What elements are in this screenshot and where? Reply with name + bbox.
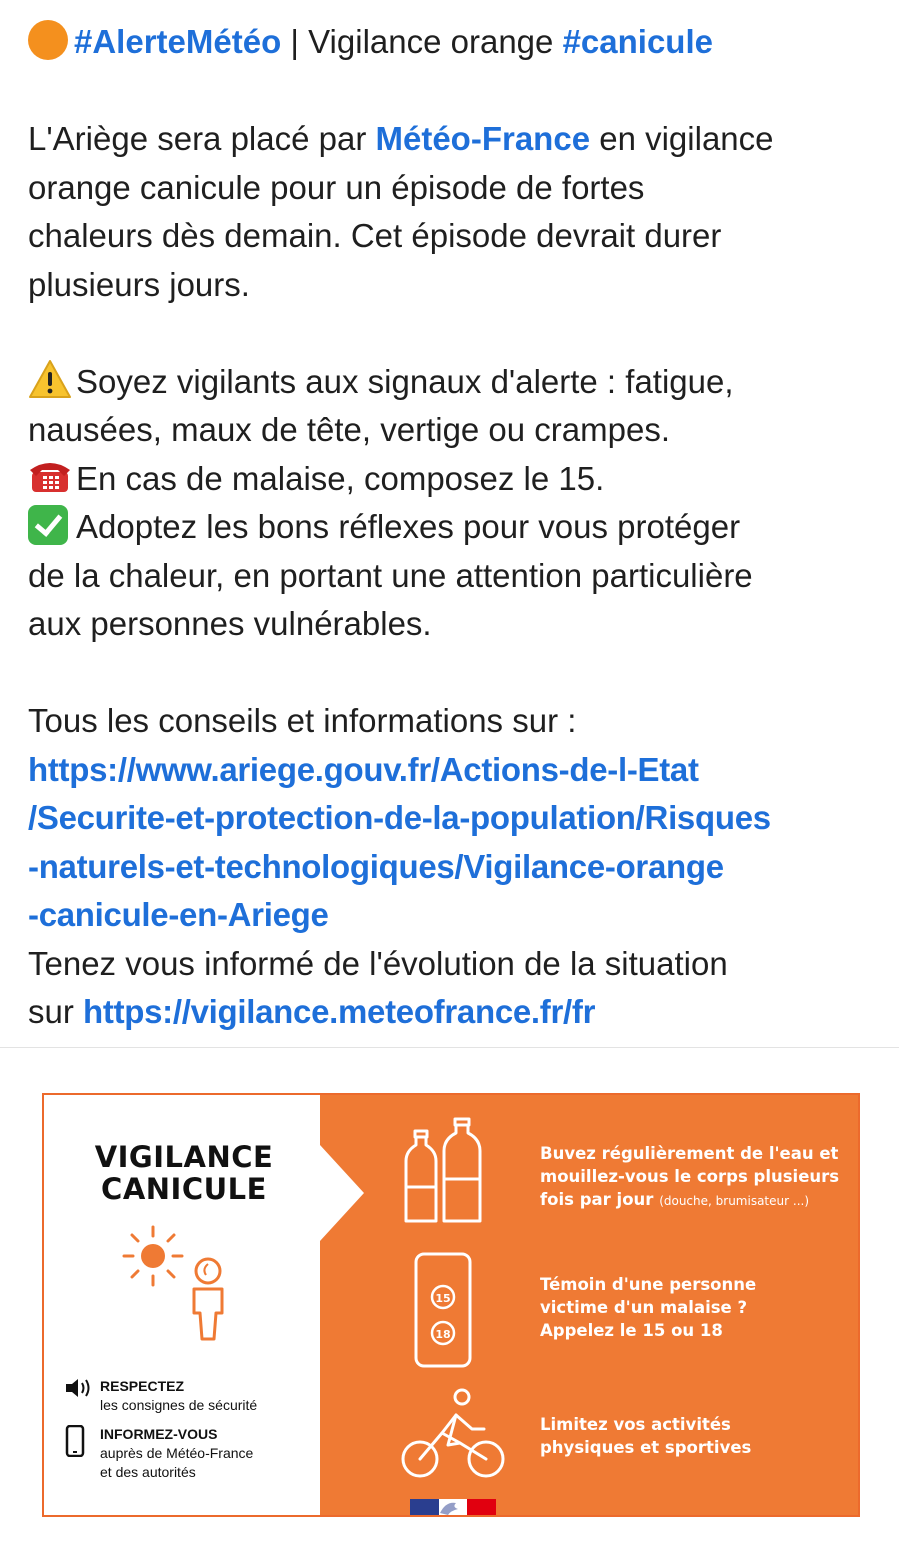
tip-activity (540, 1413, 850, 1459)
cyclist-icon (398, 1387, 510, 1483)
infographic-title (84, 1141, 284, 1205)
infographic-image[interactable] (42, 1093, 860, 1517)
tip-activity-line-1: Limitez vos activités (540, 1415, 731, 1434)
phone-number-18: 18 (435, 1328, 451, 1341)
divider (0, 1047, 899, 1048)
tip-inform-body-2: et des autorités (100, 1464, 196, 1480)
para1-post: en vigilance (590, 120, 774, 157)
tip-water-line-3: fois par jour (540, 1190, 654, 1209)
tip-inform-body-1: auprès de Météo-France (100, 1445, 254, 1461)
tip-call-line-2: victime d'un malaise ? (540, 1298, 748, 1317)
check-line1 (28, 503, 890, 552)
title-line-2: CANICULE (101, 1172, 267, 1206)
water-bottles-icon (398, 1117, 490, 1227)
tip-water (540, 1142, 850, 1213)
tip-call-line-3: Appelez le 15 ou 18 (540, 1321, 723, 1340)
check-line2: de la chaleur, en portant une attention particulière (28, 556, 753, 594)
tip-respect-head: RESPECTEZ (100, 1378, 185, 1394)
mention-meteo-france[interactable]: Météo-France (375, 120, 591, 157)
link-ariege-gouv-2[interactable]: /Securite-et-protection-de-la-population/Risques (28, 799, 771, 836)
phone-emergency-icon (412, 1251, 474, 1369)
check-text-1: Adoptez les bons réflexes pour vous protéger (76, 508, 741, 545)
warning-line2: nausées, maux de tête, vertige ou crampes. (28, 411, 671, 448)
person-icon (188, 1255, 228, 1345)
para1-line4: plusieurs jours. (28, 265, 250, 303)
marianne-logo (410, 1499, 496, 1515)
check-mark-icon (28, 505, 68, 545)
hashtag-canicule[interactable]: #canicule (562, 23, 713, 60)
post-body (28, 18, 890, 1037)
follow-line2 (28, 988, 890, 1037)
warning-line1 (28, 358, 890, 407)
tip-call-line-1: Témoin d'une personne (540, 1275, 757, 1294)
warning-icon (28, 359, 72, 399)
info-intro: Tous les conseils et informations sur : (28, 702, 577, 739)
tip-activity-line-2: physiques et sportives (540, 1438, 752, 1457)
speaker-icon (64, 1377, 92, 1399)
para1-pre: L'Ariège sera placé par (28, 120, 376, 157)
phone-number-15: 15 (435, 1292, 451, 1305)
follow-pre: sur (28, 993, 84, 1030)
hashtag-alerte-meteo[interactable]: #AlerteMétéo (74, 23, 282, 60)
link-vigilance-meteofrance[interactable]: https://vigilance.meteofrance.fr/fr (83, 993, 596, 1030)
header-text: | Vigilance orange (281, 23, 563, 60)
para1-line3: chaleurs dès demain. Cet épisode devrait durer (28, 217, 722, 254)
check-line3: aux personnes vulnérables. (28, 605, 432, 642)
infographic-left-panel (44, 1095, 320, 1515)
para1-line2: orange canicule pour un épisode de fortes (28, 168, 645, 206)
tip-water-line-2: mouillez-vous le corps plusieurs (540, 1167, 840, 1186)
sun-icon (120, 1223, 186, 1289)
link-ariege-gouv-3[interactable]: -naturels-et-technologiques/Vigilance-orange (28, 847, 724, 885)
telephone-icon (28, 456, 72, 496)
title-line-1: VIGILANCE (94, 1140, 274, 1174)
tip-water-note: (douche, brumisateur ...) (659, 1194, 809, 1208)
tip-respect-body: les consignes de sécurité (100, 1397, 258, 1413)
link-ariege-gouv-1[interactable]: https://www.ariege.gouv.fr/Actions-de-l-Etat (28, 750, 699, 788)
follow-line1: Tenez vous informé de l'évolution de la situation (28, 944, 728, 982)
phone-line (28, 455, 890, 504)
tip-water-line-1: Buvez régulièrement de l'eau et (540, 1144, 839, 1163)
para1-line1 (28, 115, 890, 164)
phone-text: En cas de malaise, composez le 15. (76, 459, 605, 497)
panel-arrow (320, 1145, 364, 1241)
post-header (28, 18, 890, 67)
link-ariege-gouv-4[interactable]: -canicule-en-Ariege (28, 896, 329, 933)
tip-inform-head: INFORMEZ-VOUS (100, 1426, 218, 1442)
warning-text-1: Soyez vigilants aux signaux d'alerte : fatigue, (76, 362, 734, 400)
orange-circle-icon (28, 20, 68, 60)
infographic-right-panel (320, 1095, 860, 1515)
tip-call (540, 1273, 850, 1342)
smartphone-icon (64, 1425, 86, 1457)
